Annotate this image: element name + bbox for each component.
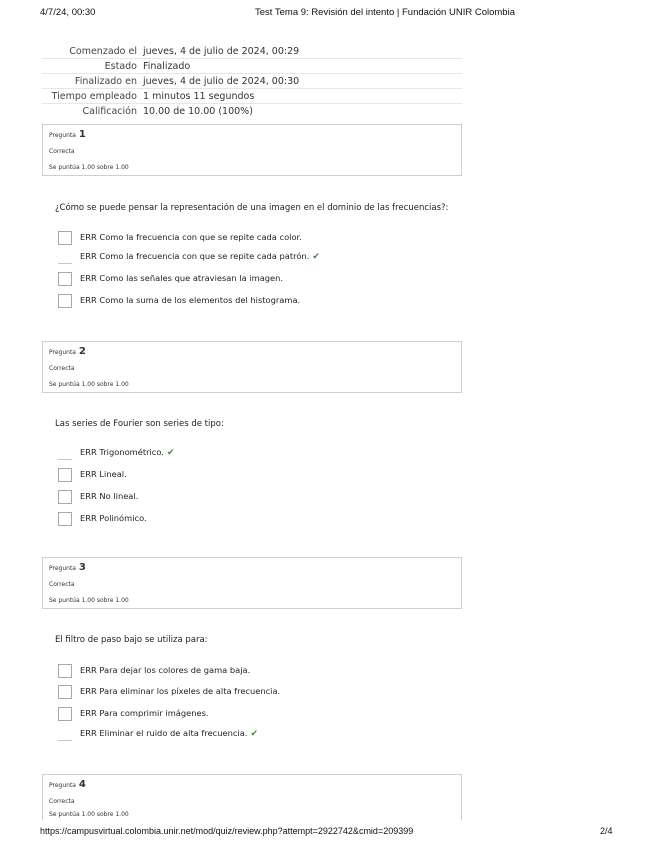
- question-grade: Se puntúa 1.00 sobre 1.00: [49, 381, 129, 388]
- summary-row: [42, 104, 462, 119]
- print-datetime: 4/7/24, 00:30: [40, 7, 96, 18]
- answer-checkbox[interactable]: [58, 512, 72, 526]
- question-number: 2: [78, 346, 86, 357]
- summary-label: Finalizado en: [42, 74, 143, 89]
- question-title: [49, 562, 86, 573]
- correct-check-icon: ✔: [166, 448, 175, 458]
- print-page-number: 2/4: [600, 826, 613, 836]
- answer-checkbox[interactable]: [58, 452, 72, 460]
- answer-label: [80, 447, 174, 458]
- question-number: 1: [78, 129, 86, 140]
- answer-label: ERR Polinómico.: [80, 513, 147, 523]
- summary-value: jueves, 4 de julio de 2024, 00:30: [143, 74, 462, 89]
- question-text: ¿Cómo se puede pensar la representación de una imagen en el dominio de las frecuencias?:: [55, 203, 449, 213]
- answer-checkbox[interactable]: [58, 490, 72, 504]
- print-url: https://campusvirtual.colombia.unir.net/mod/quiz/review.php?attempt=2922742&cmid=209399: [40, 826, 414, 836]
- summary-value: Finalizado: [143, 59, 462, 74]
- summary-row: [42, 89, 462, 104]
- summary-row: [42, 74, 462, 89]
- summary-value: jueves, 4 de julio de 2024, 00:29: [143, 45, 300, 57]
- correct-check-icon: ✔: [312, 252, 320, 262]
- answer-label: ERR Lineal.: [80, 469, 127, 479]
- question-state: Correcta: [49, 365, 75, 372]
- answer-label: ERR Para eliminar los píxeles de alta frecuencia.: [80, 686, 281, 696]
- question-number: 3: [78, 562, 86, 573]
- answer-checkbox[interactable]: [58, 707, 72, 721]
- answer-label: [80, 251, 320, 262]
- question-title: [49, 779, 86, 790]
- answer-label: [80, 728, 258, 739]
- answer-checkbox[interactable]: [58, 733, 72, 741]
- summary-row: [42, 44, 462, 59]
- question-state: Correcta: [49, 148, 75, 155]
- question-info-box: [42, 341, 462, 393]
- answer-label: ERR Como la frecuencia con que se repite cada color.: [80, 232, 302, 242]
- attempt-summary-table: [42, 44, 462, 118]
- question-grade: Se puntúa 1.00 sobre 1.00: [49, 811, 129, 818]
- question-info-box: [42, 124, 462, 176]
- question-info-box: [42, 557, 462, 609]
- answer-label: ERR Para dejar los colores de gama baja.: [80, 665, 251, 675]
- answer-checkbox[interactable]: [58, 231, 72, 245]
- question-text: El filtro de paso bajo se utiliza para:: [55, 635, 208, 645]
- summary-row: [42, 59, 462, 74]
- answer-text: ERR Trigonométrico.: [80, 447, 164, 457]
- answer-checkbox[interactable]: [58, 272, 72, 286]
- answer-text: ERR Como la frecuencia con que se repite cada patrón.: [80, 251, 310, 261]
- question-number: 4: [78, 779, 86, 790]
- question-title: [49, 346, 86, 357]
- print-page-title: Test Tema 9: Revisión del intento | Fundación UNIR Colombia: [255, 7, 515, 18]
- summary-label: Estado: [42, 59, 143, 74]
- summary-label: Calificación: [42, 104, 143, 119]
- question-label: Pregunta: [49, 782, 76, 789]
- question-title: [49, 129, 86, 140]
- question-grade: Se puntúa 1.00 sobre 1.00: [49, 597, 129, 604]
- summary-label: Tiempo empleado: [42, 89, 143, 104]
- answer-label: ERR Como las señales que atraviesan la imagen.: [80, 273, 284, 283]
- question-state: Correcta: [49, 798, 75, 805]
- answer-text: ERR Eliminar el ruido de alta frecuencia.: [80, 728, 248, 738]
- answer-checkbox[interactable]: [58, 685, 72, 699]
- answer-checkbox[interactable]: [58, 664, 72, 678]
- summary-value: 10.00 de 10.00 (100%): [143, 104, 462, 119]
- answer-label: ERR No lineal.: [80, 491, 139, 501]
- answer-checkbox[interactable]: [58, 256, 72, 264]
- question-text: Las series de Fourier son series de tipo:: [55, 419, 224, 429]
- question-label: Pregunta: [49, 349, 76, 356]
- correct-check-icon: ✔: [250, 729, 258, 739]
- answer-checkbox[interactable]: [58, 468, 72, 482]
- question-label: Pregunta: [49, 565, 76, 572]
- question-state: Correcta: [49, 581, 75, 588]
- summary-label: Comenzado el: [69, 45, 137, 57]
- question-grade: Se puntúa 1.00 sobre 1.00: [49, 164, 129, 171]
- answer-label: ERR Como la suma de los elementos del histograma.: [80, 295, 301, 305]
- answer-label: ERR Para comprimir imágenes.: [80, 708, 209, 718]
- question-info-box: [42, 774, 462, 820]
- question-label: Pregunta: [49, 132, 76, 139]
- summary-value: 1 minutos 11 segundos: [143, 89, 462, 104]
- answer-checkbox[interactable]: [58, 294, 72, 308]
